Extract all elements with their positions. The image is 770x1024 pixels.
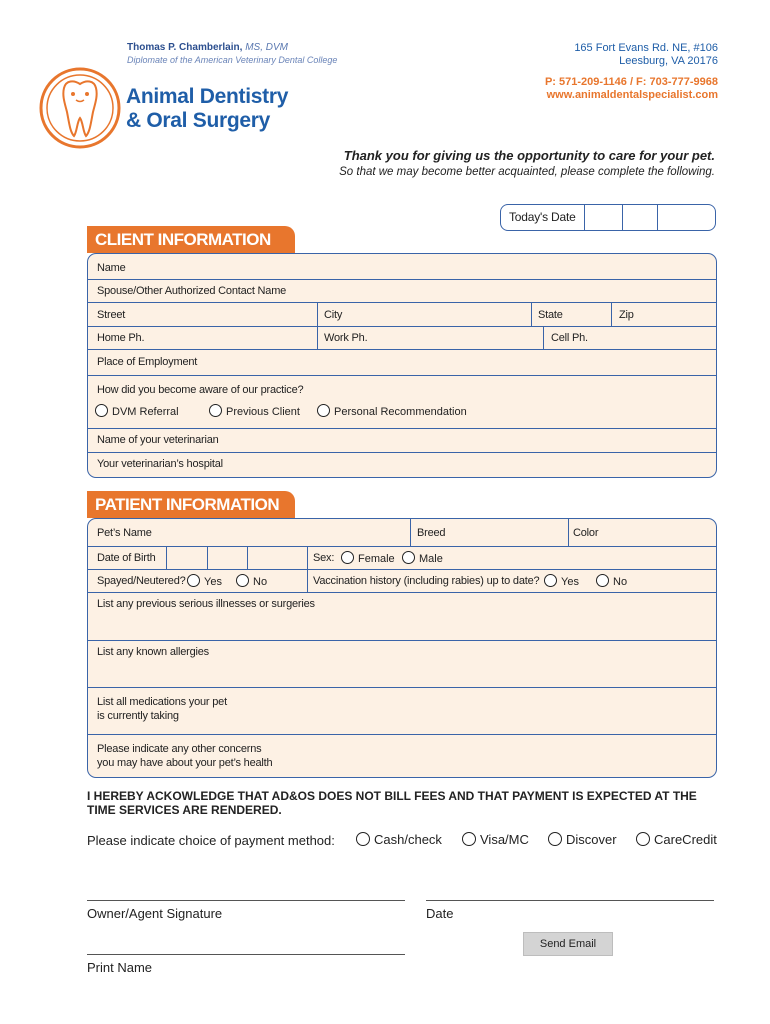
intro-subtext: So that we may become better acquainted, please complete the following. — [339, 166, 715, 178]
diplomate-text: Diplomate of the American Veterinary Dental College — [127, 55, 338, 65]
spouse-contact-field[interactable] — [88, 279, 716, 303]
website-link[interactable]: www.animaldentalspecialist.com — [546, 89, 718, 101]
radio-icon[interactable] — [236, 574, 249, 587]
home-phone-label: Home Ph. — [97, 332, 145, 344]
sex-option-female[interactable]: Female — [341, 551, 395, 565]
date-label: Date — [426, 906, 454, 921]
radio-icon[interactable] — [402, 551, 415, 564]
veterinarian-name-field[interactable] — [88, 428, 716, 453]
payment-option-visa[interactable]: Visa/MC — [462, 832, 529, 847]
brand-title-line2: & Oral Surgery — [126, 109, 271, 132]
allergies-label: List any known allergies — [97, 646, 209, 658]
referral-question: How did you become aware of our practice? — [97, 384, 304, 396]
todays-date-field[interactable] — [500, 204, 716, 231]
allergies-field[interactable] — [88, 640, 716, 688]
spayed-option-yes[interactable]: Yes — [187, 574, 222, 588]
address-line1: 165 Fort Evans Rd. NE, #106 — [574, 42, 718, 54]
doctor-name: Thomas P. Chamberlain, MS, DVM — [127, 42, 288, 53]
client-section-title: CLIENT INFORMATION — [87, 226, 295, 253]
veterinarian-hospital-label: Your veterinarian’s hospital — [97, 458, 223, 470]
illnesses-field[interactable] — [88, 592, 716, 641]
payment-option-carecredit[interactable]: CareCredit — [636, 832, 717, 847]
spayed-label: Spayed/Neutered? — [97, 575, 186, 587]
radio-icon[interactable] — [548, 832, 562, 846]
tooth-logo-icon — [38, 66, 122, 150]
payment-acknowledgement: I HEREBY ACKOWLEDGE THAT AD&OS DOES NOT BILL FEES AND THAT PAYMENT IS EXPECTED AT THE TIME SERVICES ARE RENDERED. — [87, 789, 697, 817]
zip-field[interactable] — [611, 302, 716, 326]
sex-option-male[interactable]: Male — [402, 551, 443, 565]
state-field[interactable] — [531, 302, 611, 326]
street-label: Street — [97, 309, 126, 321]
owner-signature-label: Owner/Agent Signature — [87, 906, 223, 921]
cell-phone-field[interactable] — [543, 326, 716, 349]
radio-icon[interactable] — [596, 574, 609, 587]
medications-label: List all medications your pet is currently taking — [97, 696, 227, 722]
concerns-label: Please indicate any other concerns you may have about your pet’s health — [97, 743, 273, 769]
radio-icon[interactable] — [187, 574, 200, 587]
dob-year-field[interactable] — [247, 546, 307, 569]
thanks-heading: Thank you for giving us the opportunity to care for your pet. — [343, 148, 715, 163]
payment-method-label: Please indicate choice of payment method: — [87, 833, 335, 848]
vaccination-label: Vaccination history (including rabies) up to date? — [313, 575, 540, 587]
radio-icon[interactable] — [544, 574, 557, 587]
client-information-form — [87, 253, 717, 478]
illnesses-label: List any previous serious illnesses or surgeries — [97, 598, 315, 610]
employment-field[interactable] — [88, 349, 716, 376]
sex-label: Sex: — [313, 552, 335, 564]
medications-field[interactable] — [88, 687, 716, 735]
patient-information-form — [87, 518, 717, 778]
dob-month-field[interactable] — [166, 546, 207, 569]
color-label: Color — [573, 527, 599, 539]
radio-icon[interactable] — [636, 832, 650, 846]
radio-icon[interactable] — [462, 832, 476, 846]
referral-option-previous-client[interactable]: Previous Client — [209, 404, 300, 418]
doctor-credentials: MS, DVM — [245, 42, 288, 53]
date-line[interactable] — [426, 900, 714, 901]
work-phone-field[interactable] — [317, 326, 543, 349]
payment-option-cash[interactable]: Cash/check — [356, 832, 442, 847]
state-label: State — [538, 309, 563, 321]
pet-name-label: Pet’s Name — [97, 527, 152, 539]
vaccination-option-no[interactable]: No — [596, 574, 627, 588]
radio-icon[interactable] — [209, 404, 222, 417]
work-phone-label: Work Ph. — [324, 332, 368, 344]
todays-date-label: Today's Date — [509, 210, 576, 224]
zip-label: Zip — [619, 309, 634, 321]
home-phone-field[interactable] — [88, 326, 317, 349]
veterinarian-name-label: Name of your veterinarian — [97, 434, 219, 446]
vaccination-group — [307, 569, 716, 592]
print-name-line[interactable] — [87, 954, 405, 955]
cell-phone-label: Cell Ph. — [551, 332, 588, 344]
patient-section-title: PATIENT INFORMATION — [87, 491, 295, 518]
radio-icon[interactable] — [317, 404, 330, 417]
payment-option-discover[interactable]: Discover — [548, 832, 617, 847]
breed-field[interactable] — [410, 519, 568, 546]
client-name-label: Name — [97, 262, 126, 274]
sex-group — [307, 546, 716, 569]
referral-option-dvm[interactable]: DVM Referral — [95, 404, 179, 418]
city-label: City — [324, 309, 343, 321]
city-field[interactable] — [317, 302, 531, 326]
owner-signature-line[interactable] — [87, 900, 405, 901]
client-name-field[interactable] — [88, 254, 716, 280]
breed-label: Breed — [417, 527, 446, 539]
spayed-option-no[interactable]: No — [236, 574, 267, 588]
concerns-field[interactable] — [88, 734, 716, 778]
phone-fax: P: 571-209-1146 / F: 703-777-9968 — [544, 76, 718, 88]
dob-label: Date of Birth — [97, 552, 156, 564]
veterinarian-hospital-field[interactable] — [88, 452, 716, 476]
street-field[interactable] — [88, 302, 317, 326]
pet-name-field[interactable] — [88, 519, 410, 546]
brand-title-line1: Animal Dentistry — [126, 85, 289, 108]
referral-option-personal[interactable]: Personal Recommendation — [317, 404, 467, 418]
spayed-group — [88, 569, 307, 592]
color-field[interactable] — [568, 519, 716, 546]
employment-label: Place of Employment — [97, 356, 198, 368]
radio-icon[interactable] — [341, 551, 354, 564]
spouse-label: Spouse/Other Authorized Contact Name — [97, 285, 287, 297]
referral-source-group — [88, 375, 716, 429]
vaccination-option-yes[interactable]: Yes — [544, 574, 579, 588]
address-line2: Leesburg, VA 20176 — [619, 55, 718, 67]
dob-day-field[interactable] — [207, 546, 247, 569]
radio-icon[interactable] — [95, 404, 108, 417]
radio-icon[interactable] — [356, 832, 370, 846]
print-name-label: Print Name — [87, 960, 153, 975]
send-email-button[interactable]: Send Email — [523, 932, 613, 956]
